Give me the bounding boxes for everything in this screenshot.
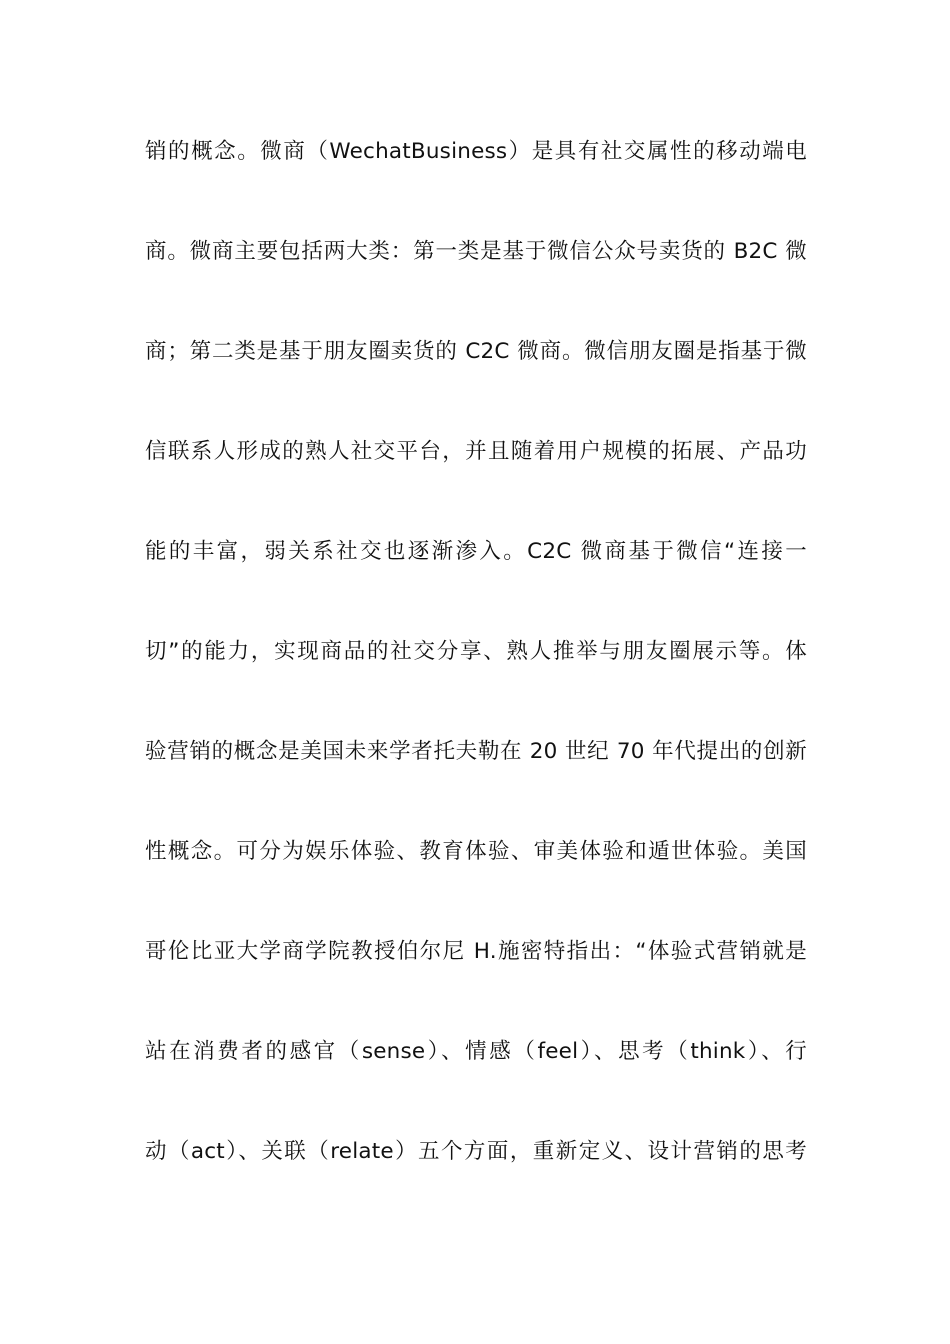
text-line: 性概念。可分为娱乐体验、教育体验、审美体验和遁世体验。美国 bbox=[145, 839, 807, 864]
text-line: 哥伦比亚大学商学院教授伯尔尼 H.施密特指出：“体验式营销就是 bbox=[145, 939, 807, 964]
text-line: 动（act）、关联（relate）五个方面，重新定义、设计营销的思考 bbox=[145, 1139, 807, 1164]
text-line: 能的丰富，弱关系社交也逐渐渗入。C2C 微商基于微信“连接一 bbox=[145, 539, 807, 564]
text-line: 站在消费者的感官（sense）、情感（feel）、思考（think）、行 bbox=[145, 1039, 807, 1064]
text-line: 商；第二类是基于朋友圈卖货的 C2C 微商。微信朋友圈是指基于微 bbox=[145, 339, 807, 364]
text-line: 切”的能力，实现商品的社交分享、熟人推举与朋友圈展示等。体 bbox=[145, 639, 807, 664]
text-line: 信联系人形成的熟人社交平台，并且随着用户规模的拓展、产品功 bbox=[145, 439, 807, 464]
text-line: 验营销的概念是美国未来学者托夫勒在 20 世纪 70 年代提出的创新 bbox=[145, 739, 807, 764]
text-line: 销的概念。微商（WechatBusiness）是具有社交属性的移动端电 bbox=[145, 139, 807, 164]
body-text bbox=[145, 130, 807, 1230]
text-line: 商。微商主要包括两大类：第一类是基于微信公众号卖货的 B2C 微 bbox=[145, 239, 807, 264]
